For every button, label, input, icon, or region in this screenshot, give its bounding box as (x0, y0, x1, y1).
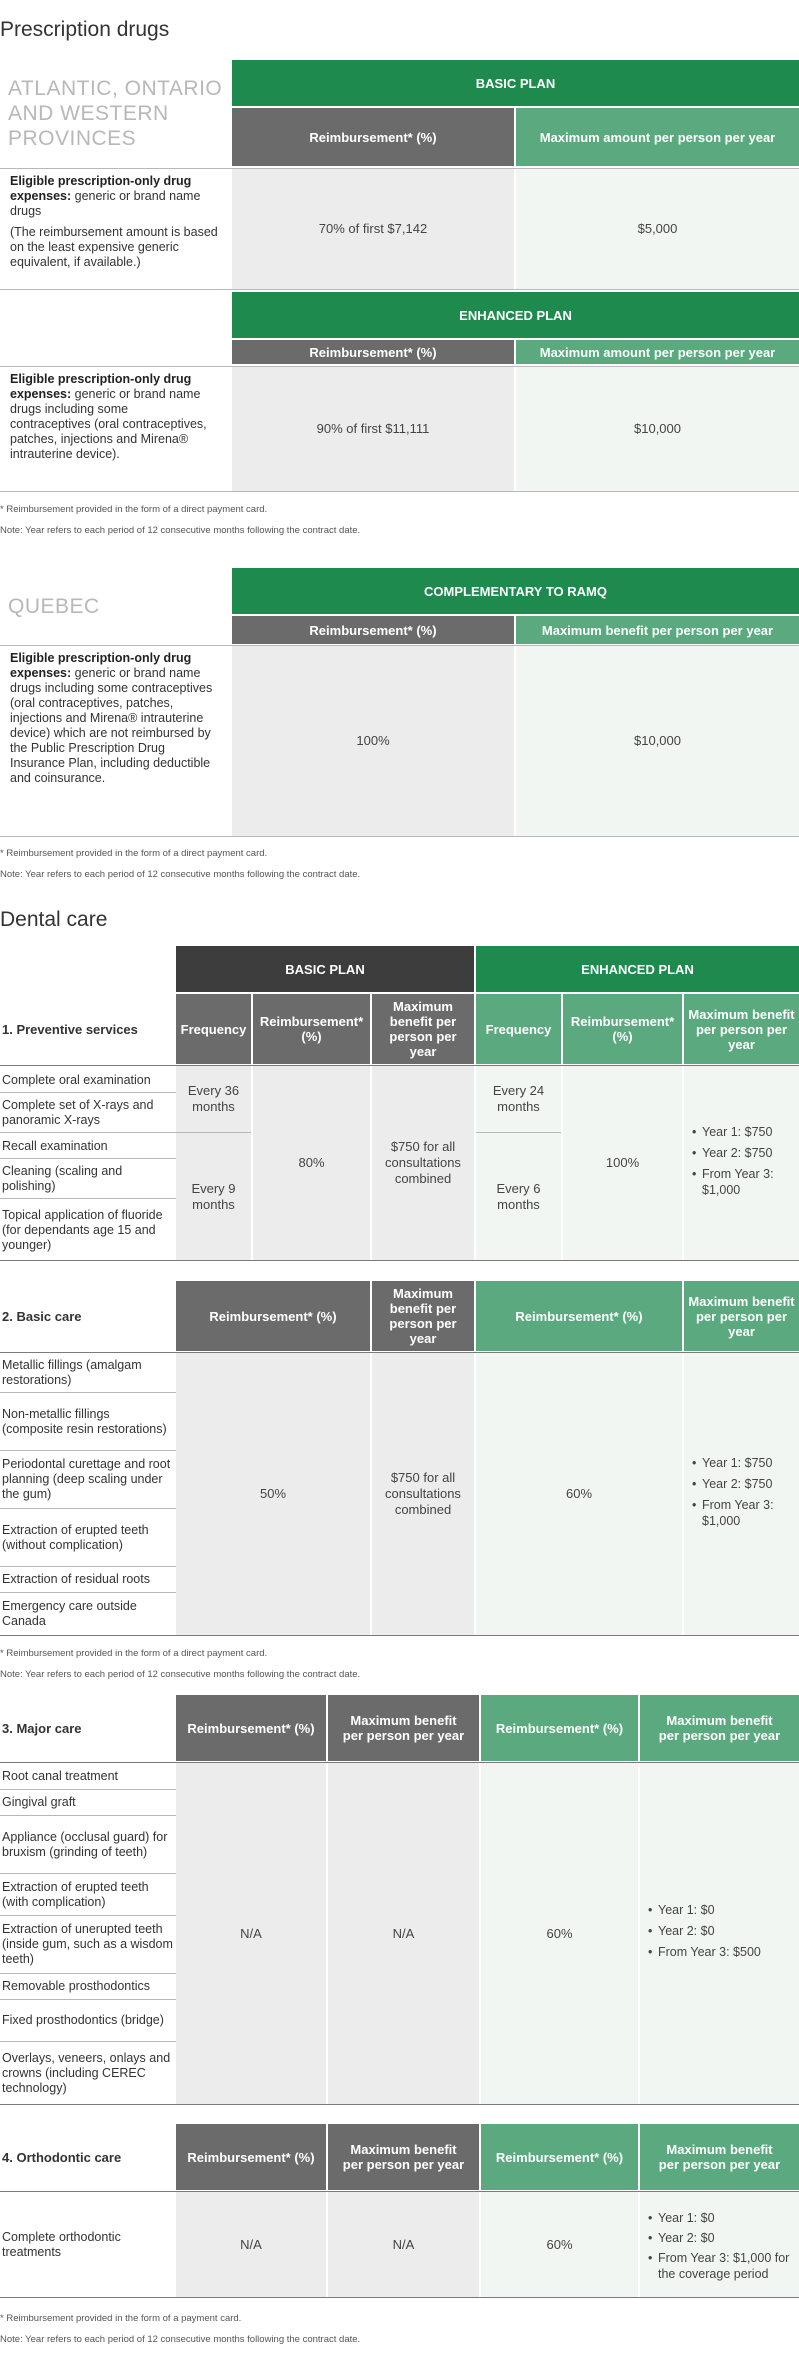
basic-max-value: $5,000 (637, 221, 678, 236)
page-title-dental: Dental care (0, 908, 108, 931)
col-reimbursement: Reimbursement* (%) (176, 1281, 370, 1351)
col-maximum: Maximum benefit per person per year (640, 2124, 799, 2190)
enhanced-reimb-value: 60% (546, 1925, 573, 1941)
list-item: Extraction of unerupted teeth (inside gum, such as a wisdom teeth) (2, 1922, 173, 1966)
enhanced-max-list: • Year 1: $0 • Year 2: $0 • From Year 3: $1,000 for the coverage period (646, 2196, 796, 2296)
basic-reimb-value: N/A (240, 1925, 262, 1941)
basic-max-value: $750 for all consultations combined (385, 1470, 461, 1517)
year-note: Note: Year refers to each period of 12 consecutive months following the contract date. (0, 869, 361, 880)
col-maximum: Maximum benefit per person per year (640, 1695, 799, 1761)
col-maximum: Maximum benefit per person per year (328, 2124, 479, 2190)
enhanced-frequency-1: Every 24 months (492, 1083, 545, 1114)
list-item: Removable prosthodontics (2, 1979, 150, 1993)
enhanced-max-list: • Year 1: $750 • Year 2: $750 • From Year 3: $1,000 (690, 1353, 799, 1635)
list-item: Cleaning (scaling and polishing) (2, 1164, 123, 1193)
basic-max-value: N/A (392, 1925, 415, 1941)
region-title-quebec: QUEBEC (8, 595, 100, 618)
list-item: Emergency care outside Canada (2, 1599, 137, 1628)
enhanced-reimb-value: 100% (605, 1155, 640, 1170)
section-major-care: 3. Major care (2, 1720, 82, 1736)
col-maximum: Maximum benefit per person per year (684, 994, 799, 1064)
list-item: Fixed prosthodontics (bridge) (2, 2013, 164, 2027)
list-item: Extraction of erupted teeth (with complication) (2, 1879, 149, 1909)
list-item: Non-metallic fillings (composite resin restorations) (2, 1406, 167, 1436)
list-item: Periodontal curettage and root planning (deep scaling under the gum) (2, 1457, 171, 1501)
section-basic-care: 2. Basic care (2, 1308, 82, 1324)
enhanced-max-list: • Year 1: $0 • Year 2: $0 • From Year 3: $500 (646, 1763, 799, 2104)
basic-max-value: $750 for all consultations combined (385, 1139, 461, 1186)
basic-max-value: N/A (392, 2236, 415, 2252)
list-item: Complete oral examination (2, 1072, 151, 1087)
enhanced-max-value: $10,000 (634, 421, 681, 436)
col-reimbursement-2: Reimbursement* (%) (232, 340, 514, 364)
quebec-max-value: $10,000 (634, 733, 681, 748)
col-reimbursement: Reimbursement* (%) (232, 108, 514, 166)
quebec-header: COMPLEMENTARY TO RAMQ (232, 568, 799, 614)
col-reimbursement: Reimbursement* (%) (176, 2124, 326, 2190)
col-maximum: Maximum benefit per person per year (684, 1281, 799, 1351)
col-maximum: Maximum benefit per person per year (328, 1695, 479, 1761)
list-item: Extraction of erupted teeth (without complication) (2, 1522, 149, 1552)
enhanced-reimb-value: 60% (546, 2236, 573, 2252)
col-reimbursement: Reimbursement* (%) (481, 2124, 638, 2190)
col-maximum: Maximum benefit per person per year (372, 1281, 474, 1351)
list-item: Gingival graft (2, 1795, 76, 1809)
col-reimbursement: Reimbursement* (%) (176, 1695, 326, 1761)
enhanced-drug-label: Eligible prescription-only drug expenses: generic or brand name drugs including some contraceptives (oral contraceptives, patches, injections and Mirena® intrauterine device). (10, 372, 207, 461)
dental-enhanced-plan-header: ENHANCED PLAN (476, 946, 799, 992)
page-title-prescription: Prescription drugs (0, 18, 170, 41)
enhanced-reimb-value: 60% (565, 1486, 593, 1501)
section-orthodontic-care: 4. Orthodontic care (2, 2149, 122, 2165)
basic-frequency-2: Every 9 months (191, 1180, 236, 1212)
list-item: Topical application of fluoride (for dependants age 15 and younger) (2, 1207, 163, 1252)
year-note: Note: Year refers to each period of 12 consecutive months following the contract date. (0, 525, 361, 536)
col-frequency: Frequency (176, 994, 251, 1064)
year-note: Note: Year refers to each period of 12 consecutive months following the contract date. (0, 1669, 361, 1680)
enhanced-reimb-value: 90% of first $11,111 (316, 421, 430, 436)
list-item: Overlays, veneers, onlays and crowns (including CEREC technology) (2, 2050, 171, 2095)
col-maximum-2: Maximum amount per person per year (516, 340, 799, 364)
list-item: Recall examination (2, 1138, 108, 1153)
col-reimbursement: Reimbursement* (%) (563, 994, 682, 1064)
basic-reimb-value: N/A (240, 2236, 262, 2252)
basic-frequency-1: Every 36 months (187, 1083, 240, 1114)
col-reimbursement-3: Reimbursement* (%) (232, 616, 514, 644)
footnote: * Reimbursement provided in the form of a direct payment card. (0, 848, 268, 859)
section-preventive: 1. Preventive services (2, 1021, 138, 1037)
col-reimbursement: Reimbursement* (%) (481, 1695, 638, 1761)
footnote: * Reimbursement provided in the form of a payment card. (0, 2313, 242, 2324)
enhanced-frequency-2: Every 6 months (496, 1180, 541, 1212)
region-title-atlantic: ATLANTIC, ONTARIO AND WESTERN PROVINCES (8, 77, 223, 150)
basic-reimb-value: 70% of first $7,142 (318, 221, 428, 236)
col-frequency: Frequency (476, 994, 561, 1064)
list-item: Complete orthodontic treatments (2, 2229, 121, 2259)
footnote: * Reimbursement provided in the form of a direct payment card. (0, 1648, 268, 1659)
col-reimbursement: Reimbursement* (%) (253, 994, 370, 1064)
col-maximum-3: Maximum benefit per person per year (516, 616, 799, 644)
quebec-reimb-value: 100% (356, 733, 390, 748)
basic-plan-header: BASIC PLAN (232, 60, 799, 106)
list-item: Metallic fillings (amalgam restorations) (2, 1358, 142, 1387)
list-item: Extraction of residual roots (2, 1572, 150, 1586)
col-maximum: Maximum benefit per person per year (372, 994, 474, 1064)
list-item: Appliance (occlusal guard) for bruxism (grinding of teeth) (2, 1829, 168, 1859)
col-reimbursement: Reimbursement* (%) (476, 1281, 682, 1351)
enhanced-max-list: • Year 1: $750 • Year 2: $750 • From Year 3: $1,000 (690, 1066, 799, 1260)
basic-reimb-value: 50% (259, 1486, 287, 1501)
quebec-drug-label: Eligible prescription-only drug expenses: generic or brand name drugs including some contraceptives (oral contraceptives, patches, injections and Mirena® intrauterine device) which are not reimbursed by the Public Prescription Drug Insurance Plan, including deductible and coinsurance. (10, 651, 213, 785)
enhanced-plan-header: ENHANCED PLAN (232, 292, 799, 338)
year-note: Note: Year refers to each period of 12 consecutive months following the contract date. (0, 2334, 361, 2345)
list-item: Complete set of X-rays and panoramic X-rays (2, 1098, 154, 1127)
list-item: Root canal treatment (2, 1768, 119, 1783)
basic-reimb-value: 80% (298, 1155, 325, 1170)
footnote: * Reimbursement provided in the form of a direct payment card. (0, 504, 268, 515)
col-maximum: Maximum amount per person per year (516, 108, 799, 166)
basic-drug-label: Eligible prescription-only drug expenses: generic or brand name drugs (The reimbursement amount is based on the least expensive generic equivalent, if available.) (10, 174, 218, 269)
dental-basic-plan-header: BASIC PLAN (176, 946, 474, 992)
